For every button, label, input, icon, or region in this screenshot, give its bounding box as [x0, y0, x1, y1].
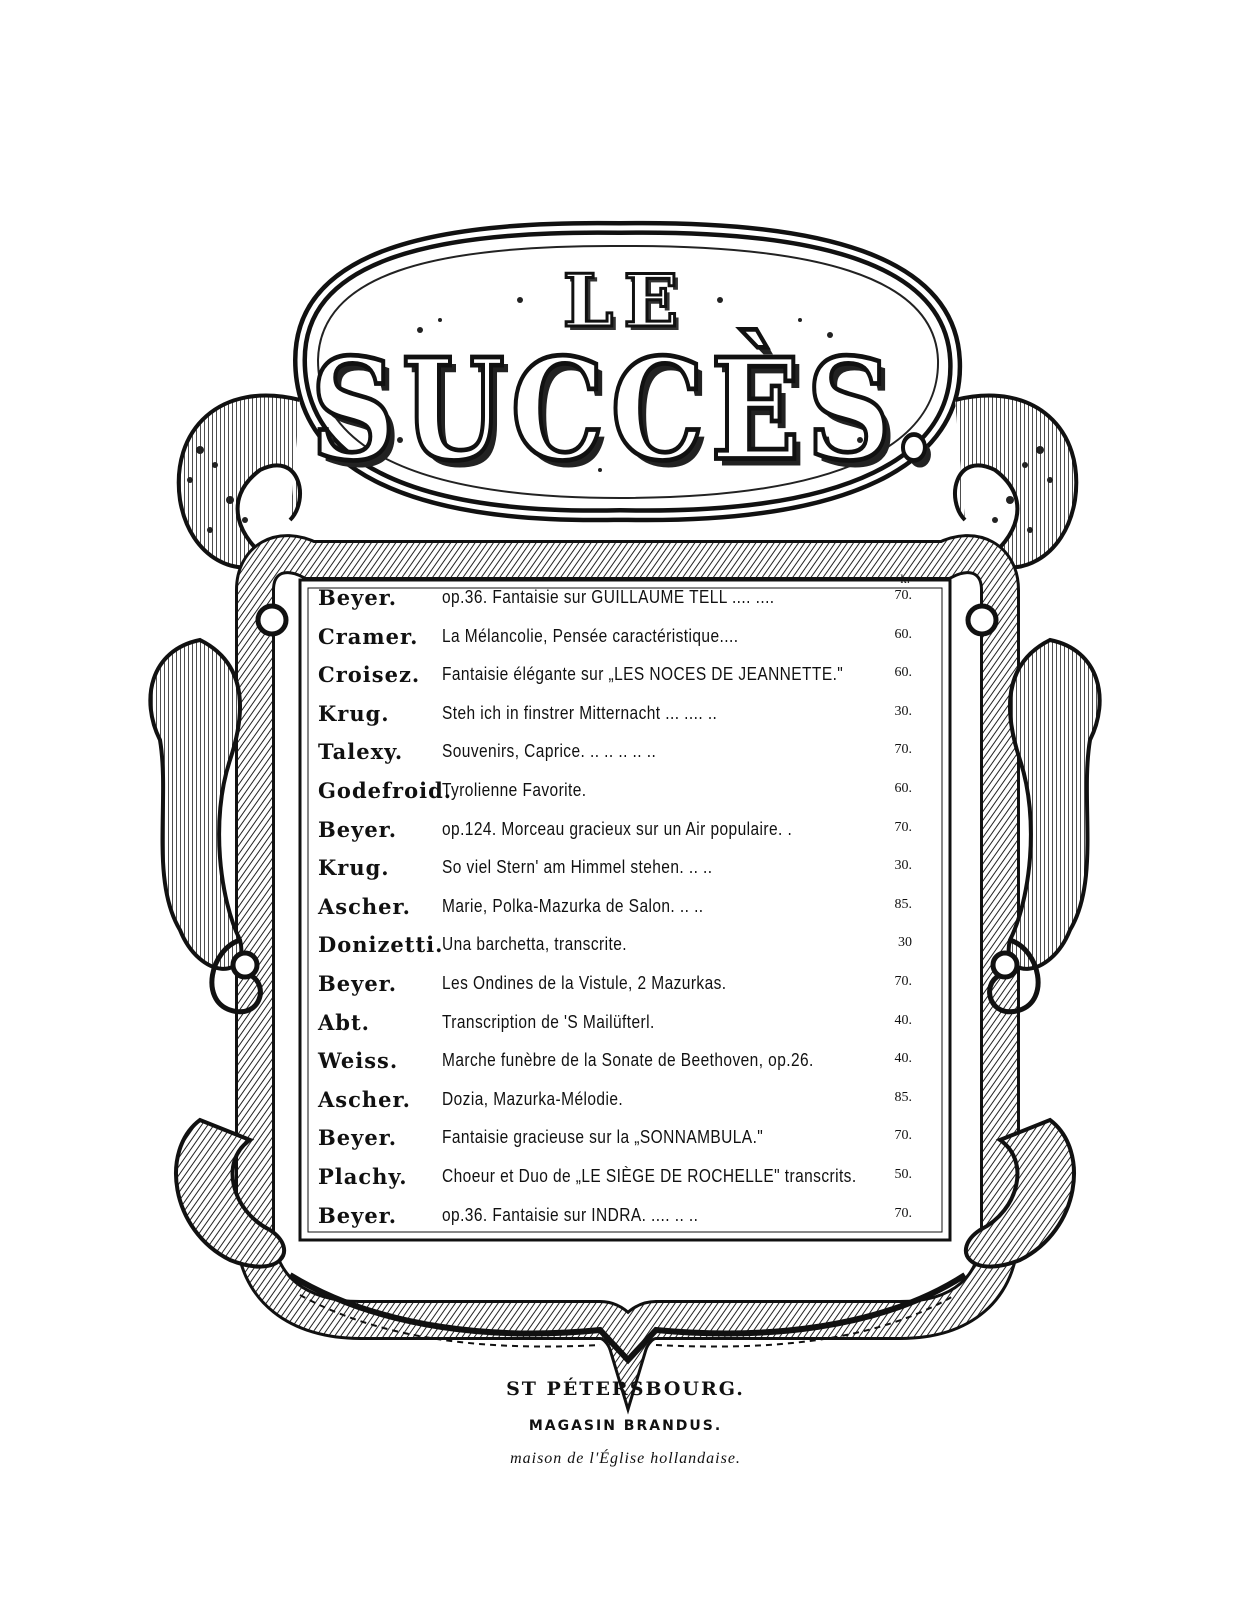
work-title: La Mélancolie, Pensée caractéristique....: [442, 625, 739, 646]
work-title: Marie, Polka-Mazurka de Salon. .. ..: [442, 895, 704, 916]
list-item: [318, 969, 928, 1008]
list-item: [318, 892, 928, 931]
list-item: [318, 699, 928, 738]
work-title: Souvenirs, Caprice. .. .. .. .. ..: [442, 741, 657, 762]
left-volute-column: [150, 640, 241, 969]
work-title: Una barchetta, transcrite.: [442, 934, 627, 955]
composer-name: Beyer.: [318, 970, 398, 996]
work-title: op.36. Fantaisie sur INDRA. .... .. ..: [442, 1204, 699, 1225]
price: 30.: [894, 703, 912, 719]
price: 70.: [894, 1128, 912, 1144]
composer-name: Plachy.: [318, 1163, 408, 1189]
composer-name: Weiss.: [318, 1048, 399, 1074]
price: 70.: [894, 742, 912, 758]
work-title: Steh ich in finstrer Mitternacht ... .... ..: [442, 702, 718, 723]
list-item: [318, 930, 928, 969]
work-title: op.124. Morceau gracieux sur un Air populaire. .: [442, 818, 793, 839]
work-title: Transcription de 'S Mailüfterl.: [442, 1011, 655, 1032]
list-item: [318, 1201, 928, 1240]
composer-name: Abt.: [318, 1009, 370, 1035]
composer-list: [318, 571, 928, 1239]
composer-name: Ascher.: [318, 1086, 411, 1112]
composer-name: Cramer.: [318, 623, 419, 649]
composer-name: Croisez.: [318, 662, 421, 688]
price: 70.: [894, 973, 912, 989]
composer-name: Godefroid.: [318, 777, 453, 803]
list-item: [318, 571, 928, 622]
list-item: [318, 660, 928, 699]
list-item: [318, 1085, 928, 1124]
composer-name: Beyer.: [318, 1202, 398, 1228]
price: 60.: [894, 626, 912, 642]
list-item: [318, 1008, 928, 1047]
title-succes: SUCCÈS.: [310, 327, 941, 492]
list-item: [318, 1123, 928, 1162]
list-item: [318, 853, 928, 892]
price: 60.: [894, 780, 912, 796]
work-title: Marche funèbre de la Sonate de Beethoven, op.26.: [442, 1050, 814, 1071]
work-title: Tyrolienne Favorite.: [442, 779, 587, 800]
composer-name: Krug.: [318, 700, 390, 726]
work-title: Les Ondines de la Vistule, 2 Mazurkas.: [442, 972, 727, 993]
work-title: Choeur et Duo de „LE SIÈGE DE ROCHELLE" transcrits.: [442, 1165, 857, 1186]
work-title: Fantaisie gracieuse sur la „SONNAMBULA.": [442, 1127, 764, 1148]
currency-unit: k.: [900, 571, 910, 586]
work-title: op.36. Fantaisie sur GUILLAUME TELL .... ....: [442, 587, 775, 607]
list-item: [318, 1162, 928, 1201]
price: 40.: [894, 1051, 912, 1067]
price: 85.: [894, 1089, 912, 1105]
price: 70.: [894, 819, 912, 835]
price: 30.: [894, 858, 912, 874]
composer-name: Krug.: [318, 855, 390, 881]
list-item: [318, 776, 928, 815]
work-title: Dozia, Mazurka-Mélodie.: [442, 1088, 624, 1109]
list-item: [318, 622, 928, 661]
price: 85.: [894, 896, 912, 912]
price: 60.: [894, 665, 912, 681]
title-le: LE: [562, 258, 689, 343]
work-title: So viel Stern' am Himmel stehen. .. ..: [442, 857, 713, 878]
list-item: [318, 737, 928, 776]
right-volute-column: [1009, 640, 1100, 969]
list-item: [318, 815, 928, 854]
price: 40.: [894, 1012, 912, 1028]
list-item: [318, 1046, 928, 1085]
price: 30: [898, 935, 912, 951]
composer-name: Ascher.: [318, 893, 411, 919]
composer-name: Beyer.: [318, 816, 398, 842]
composer-name: Beyer.: [318, 1125, 398, 1151]
price: 70.: [894, 588, 912, 603]
price: 70.: [894, 1205, 912, 1221]
work-title: Fantaisie élégante sur „LES NOCES DE JEANNETTE.": [442, 664, 844, 685]
publisher-city: ST PÉTERSBOURG.: [506, 1378, 745, 1400]
composer-name: Beyer.: [318, 585, 398, 610]
publisher-name: MAGASIN BRANDUS.: [528, 1418, 723, 1434]
composer-name: Talexy.: [318, 739, 404, 765]
price: 50.: [894, 1166, 912, 1182]
composer-name: Donizetti.: [318, 932, 444, 958]
publisher-address: maison de l'Église hollandaise.: [510, 1450, 741, 1467]
